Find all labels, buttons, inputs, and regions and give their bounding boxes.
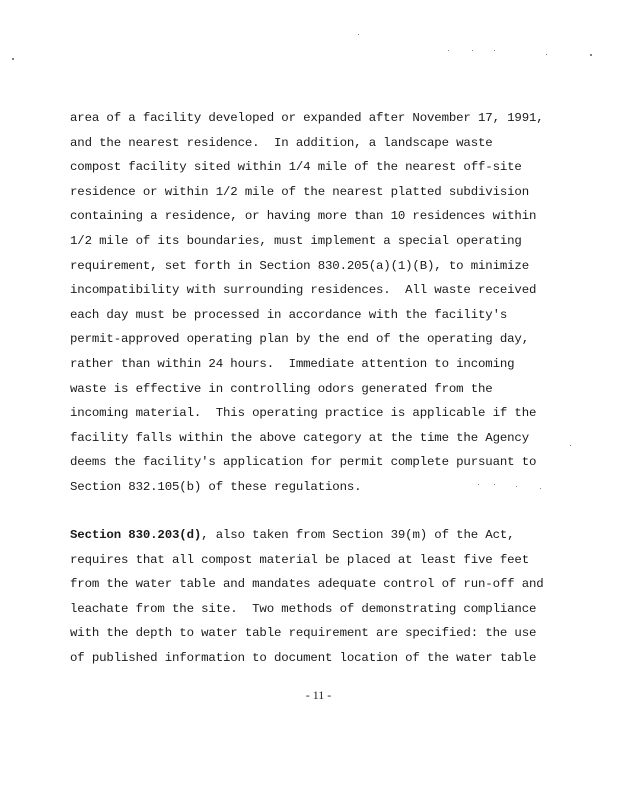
paragraph-1-line: Section 832.105(b) of these regulations. (70, 479, 362, 494)
paragraph-1-line: deems the facility's application for permit complete pursuant to (70, 455, 537, 470)
paragraph-1-line: each day must be processed in accordance with the facility's (70, 307, 508, 322)
paragraph-1-line: incoming material. This operating practice is applicable if the (70, 406, 537, 421)
paragraph-1-line: containing a residence, or having more than 10 residences within (70, 209, 537, 224)
page-number: - 11 - (305, 688, 332, 702)
section-reference: Section 830.203(d) (70, 528, 202, 542)
paragraph-1-line: 1/2 mile of its boundaries, must implement a special operating (70, 233, 522, 248)
paragraph-2-first-line (70, 523, 544, 548)
paragraph-1-line: facility falls within the above category at the time the Agency (70, 430, 529, 445)
scan-speck (590, 54, 592, 56)
scan-speck (540, 488, 541, 489)
paragraph-1-line: rather than within 24 hours. Immediate attention to incoming (70, 356, 515, 371)
paragraph-1-line: incompatibility with surrounding residences. All waste received (70, 283, 537, 298)
paragraph-1-line: and the nearest residence. In addition, a landscape waste (70, 135, 493, 150)
scan-speck (494, 50, 495, 51)
paragraph-1-line: residence or within 1/2 mile of the nearest platted subdivision (70, 184, 529, 199)
paragraph-2-line: from the water table and mandates adequate control of run-off and (70, 577, 544, 592)
scan-speck (546, 54, 547, 55)
paragraph-1-line: area of a facility developed or expanded after November 17, 1991, (70, 111, 544, 125)
paragraph-1-line: compost facility sited within 1/4 mile of the nearest off-site (70, 160, 522, 175)
paragraph-2-line: of published information to document location of the water table (70, 650, 537, 665)
paragraph-2-line: requires that all compost material be placed at least five feet (70, 552, 529, 567)
scan-speck (358, 34, 359, 35)
paragraph-2-line: leachate from the site. Two methods of demonstrating compliance (70, 601, 537, 616)
paragraph-2 (70, 523, 544, 671)
paragraph-1-line: requirement, set forth in Section 830.205(a)(1)(B), to minimize (70, 258, 529, 273)
scan-speck (494, 484, 495, 485)
paragraph-2-first-line-rest: , also taken from Section 39(m) of the Act, (201, 528, 515, 542)
scan-speck (472, 50, 473, 51)
scan-speck (516, 486, 517, 487)
paragraph-2-line: with the depth to water table requirement are specified: the use (70, 626, 537, 641)
paragraph-1-line: permit-approved operating plan by the end of the operating day, (70, 332, 529, 347)
scan-speck (12, 58, 14, 60)
scan-speck (448, 50, 449, 51)
scan-speck (570, 445, 571, 446)
scan-speck (478, 484, 479, 485)
paragraph-1 (70, 106, 544, 500)
paragraph-1-line: waste is effective in controlling odors generated from the (70, 381, 493, 396)
